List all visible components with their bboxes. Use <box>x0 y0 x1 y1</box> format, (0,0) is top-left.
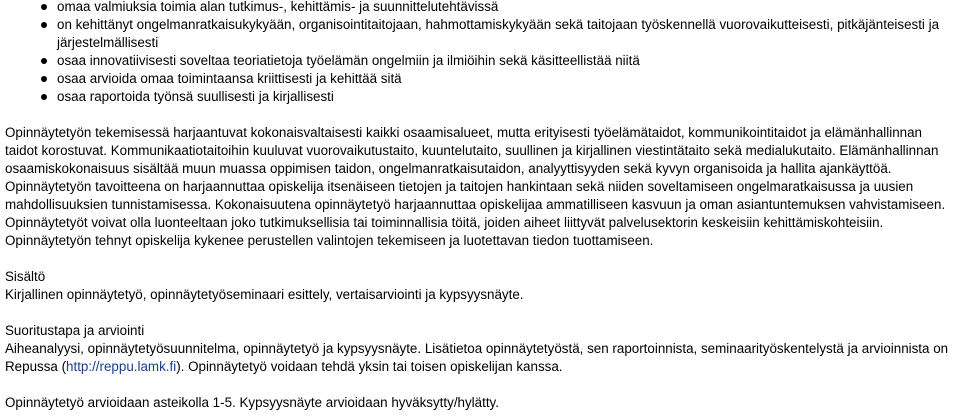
assessment-text-end: ). Opinnäytetyö voidaan tehdä yksin tai toisen opiskelijan kanssa. <box>176 359 563 374</box>
assessment-text-start: Aiheanalyysi, opinnäytetyösuunnitelma, opinnäytetyö ja kypsyysnäyte. Lisätietoa opinnäytetyöstä, sen raportoinnista, seminaarityöskentelystä ja arvioinnista on Repussa ( <box>5 341 949 374</box>
assessment-section-title: Suoritustapa ja arviointi <box>5 323 145 338</box>
content-section-text: Kirjallinen opinnäytetyö, opinnäytetyöseminaari esittely, vertaisarviointi ja kypsyysnäyte. <box>5 287 524 302</box>
list-item <box>5 52 955 70</box>
list-item-text: omaa valmiuksia toimia alan tutkimus-, kehittämis- ja suunnittelutehtävissä <box>57 0 499 14</box>
bullet-dot-icon <box>41 94 47 100</box>
list-item <box>5 0 955 16</box>
content-section-title: Sisältö <box>5 269 46 284</box>
list-item <box>5 88 955 106</box>
bullet-dot-icon <box>41 22 47 28</box>
learning-outcomes-list <box>5 0 955 106</box>
list-item-text: osaa raportoida työnsä suullisesti ja kirjallisesti <box>57 89 334 104</box>
bullet-dot-icon <box>41 76 47 82</box>
reppu-link[interactable]: http://reppu.lamk.fi <box>66 359 177 374</box>
list-item-text: on kehittänyt ongelmanratkaisukykyään, organisointitaitojaan, hahmottamiskykyään sekä taitojaan työskennellä vuorovaikutteisesti, pitkäjänteisesti ja järjestelmällisesti <box>57 17 940 50</box>
list-item <box>5 70 955 88</box>
grading-text: Opinnäytetyö arvioidaan asteikolla 1-5. Kypsyysnäyte arvioidaan hyväksytty/hylätty. <box>5 395 499 410</box>
body-paragraph: Opinnäytetyön tekemisessä harjaantuvat kokonaisvaltaisesti kaikki osaamisalueet, mutta erityisesti työelämätaidot, kommunikointitaidot ja elämänhallinnan taidot korostuvat. Kommunikaatiotaitoihin kuuluvat vuorovaikutustaito, kuuntelutaito, suullinen ja kirjallinen viestintätaito sekä medialukutaito. Elämänhallinnan osaamiskokonaisuus sisältää muun muassa oppimisen taidon, ongelmanratkaisutaidon, analyyttisyyden sekä kyvyn organisoida ja hallita ajankäyttöä. Opinnäytetyön tavoitteena on harjaannuttaa opiskelija itsenäiseen tietojen ja taitojen hankintaan sekä niiden soveltamiseen ongelmaratkaisussa ja uusien mahdollisuuksien tunnistamisessa. Kokonaisuutena opinnäytetyö harjaannuttaa opiskelijaa ammatilliseen kasvuun ja oman asiantuntemuksen vahvistamiseen. Opinnäytetyöt voivat olla luonteeltaan joko tutkimuksellisia tai toiminnallisia töitä, joiden aiheet liittyvät palvelusektorin keskeisiin kehittämiskohteisiin. Opinnäytetyön tehnyt opiskelija kykenee perustellen valintojen tekemiseen ja luotettavan tiedon tuottamiseen. <box>5 125 946 248</box>
assessment-section-text <box>5 340 955 376</box>
bullet-dot-icon <box>41 58 47 64</box>
list-item-text: osaa arvioida omaa toimintaansa kriittisesti ja kehittää sitä <box>57 71 402 86</box>
list-item-text: osaa innovatiivisesti soveltaa teoriatietoja työelämän ongelmiin ja ilmiöihin sekä käsitteellistää niitä <box>57 53 640 68</box>
list-item <box>5 16 955 52</box>
bullet-dot-icon <box>41 4 47 10</box>
